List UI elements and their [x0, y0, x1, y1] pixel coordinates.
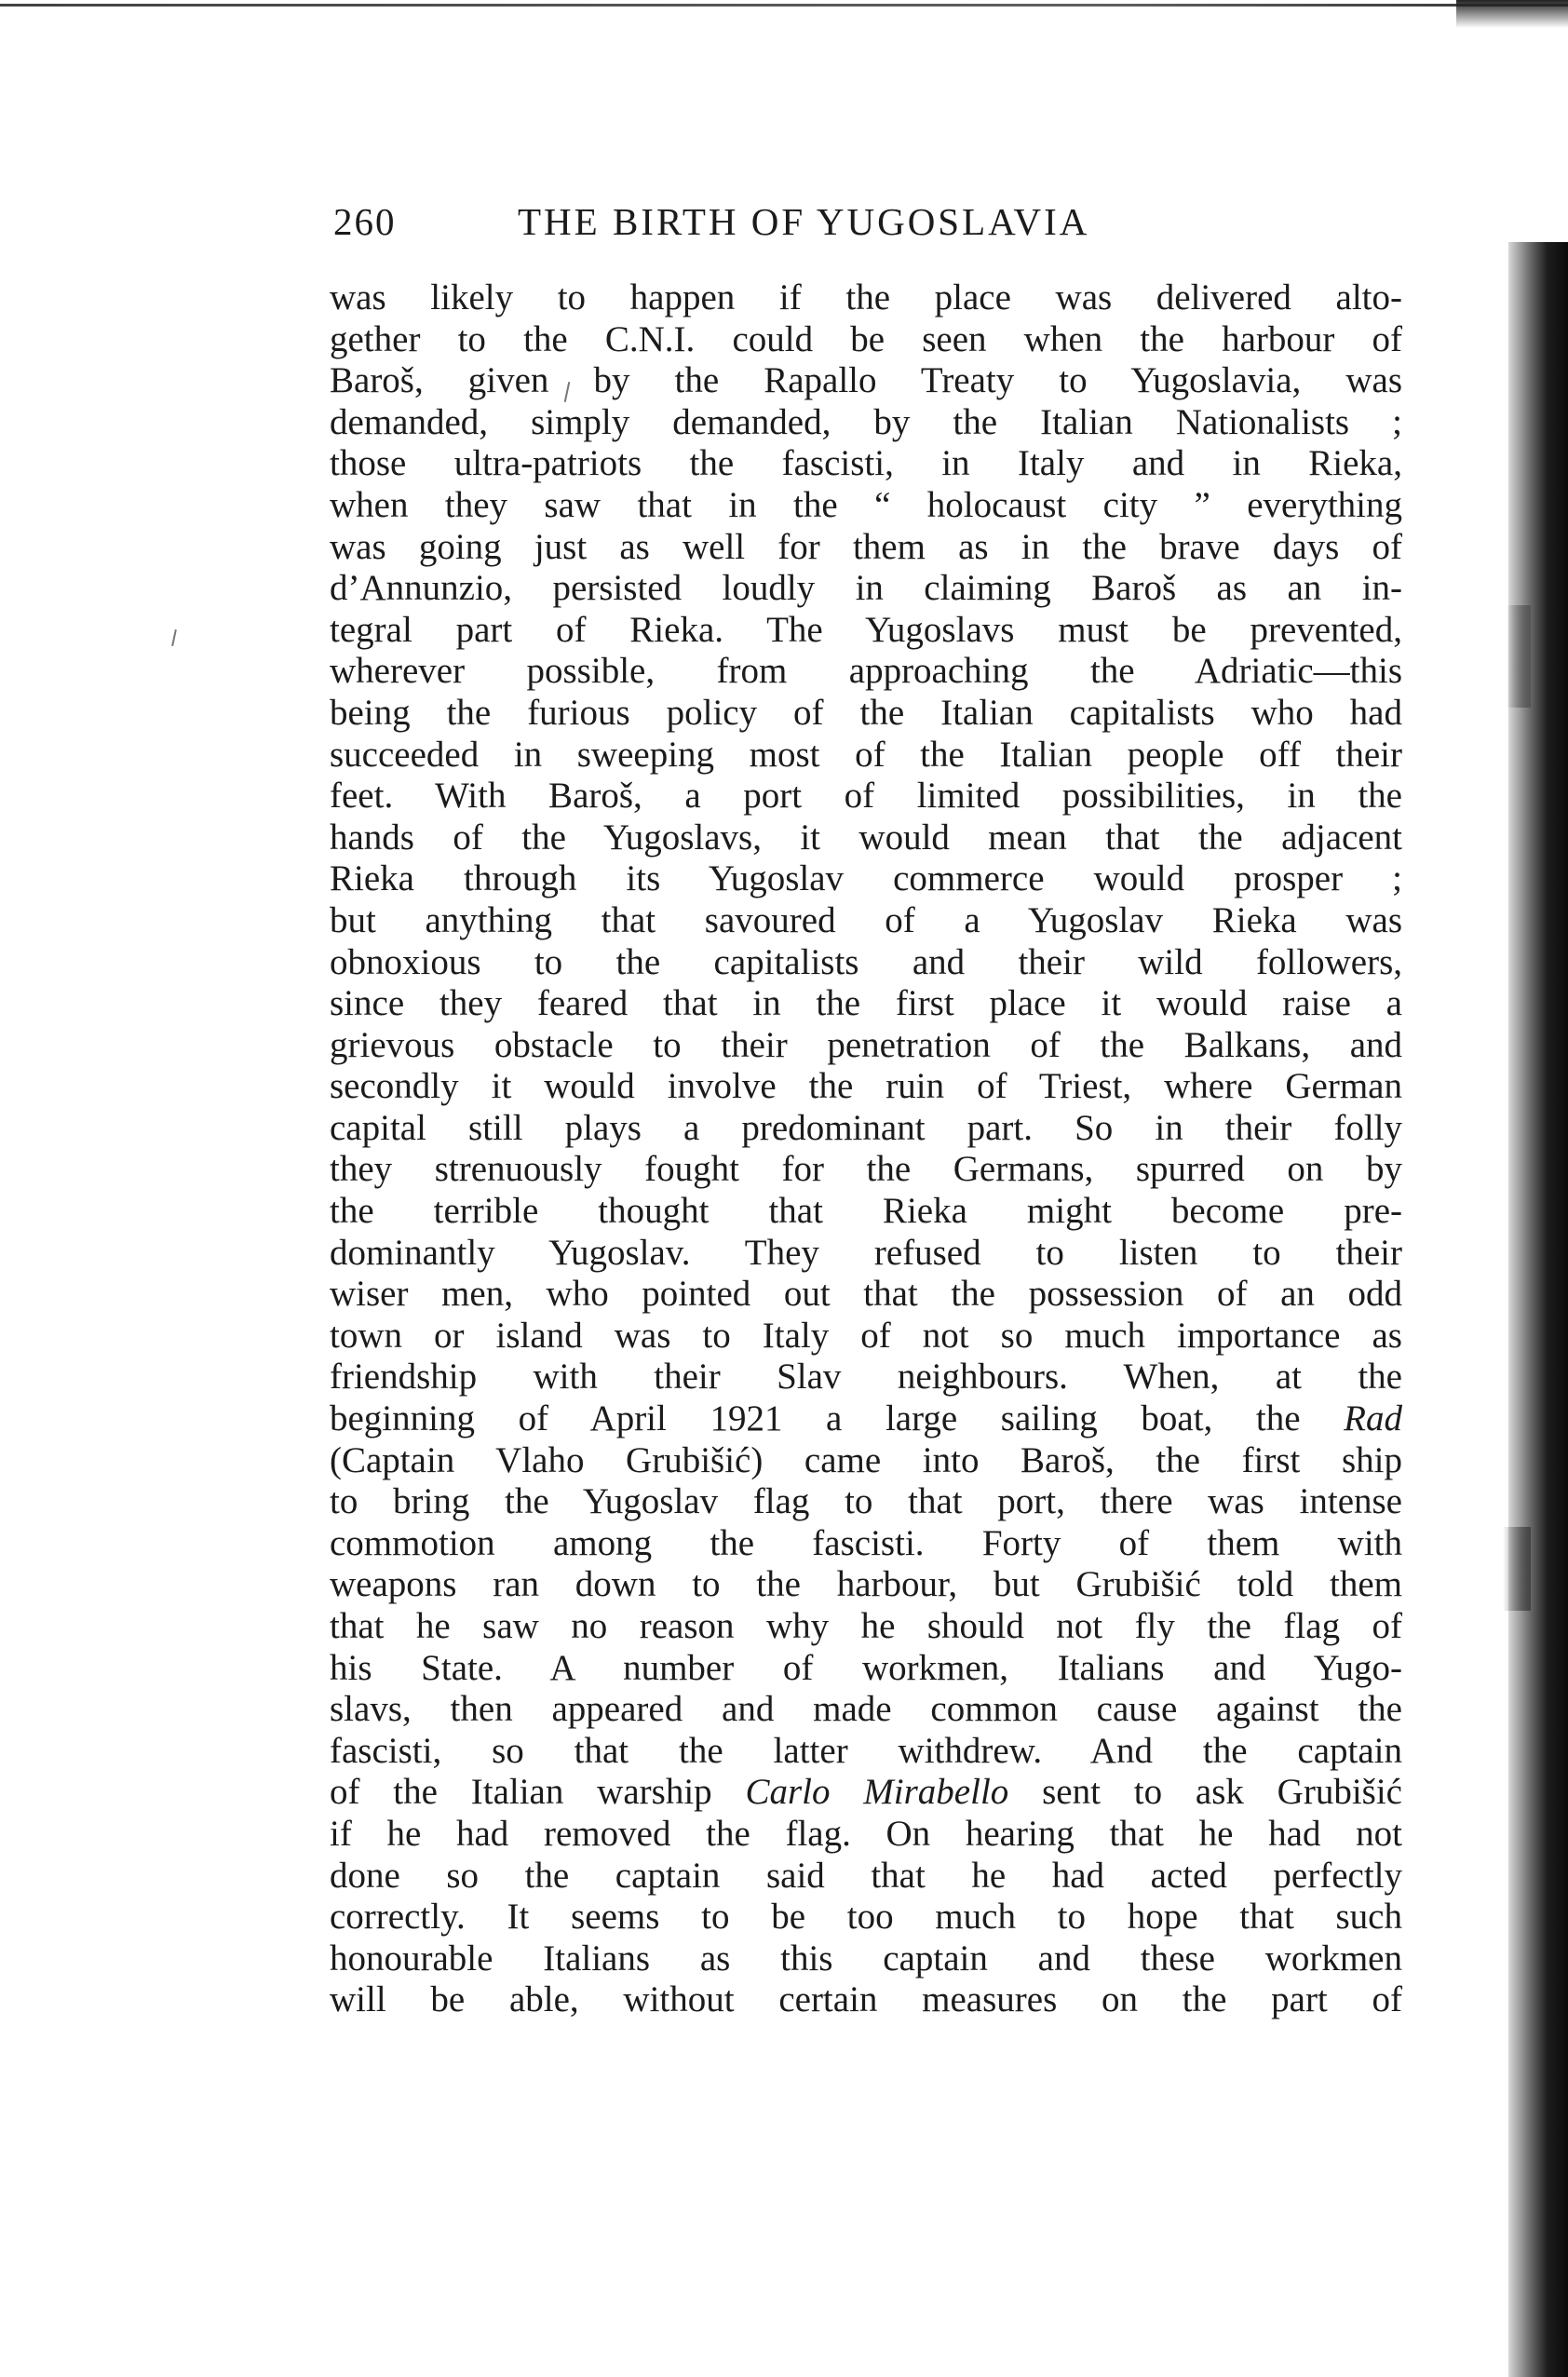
text-line: friendship with their Slav neighbours. When, at the [330, 1357, 1402, 1398]
text-line: town or island was to Italy of not so much importance as [330, 1315, 1402, 1356]
text-segment: beginning of April 1921 a large sailing boat, the [330, 1398, 1345, 1439]
book-binding-shadow [1508, 242, 1568, 2377]
text-line-with-italic [330, 1398, 1402, 1440]
text-line: done so the captain said that he had acted perfectly [330, 1855, 1402, 1896]
text-line: to bring the Yugoslav flag to that port, there was intense [330, 1481, 1402, 1522]
text-line: dominantly Yugoslav. They refused to listen to their [330, 1232, 1402, 1273]
text-line: honourable Italians as this captain and these workmen [330, 1938, 1402, 1979]
text-line: grievous obstacle to their penetration of the Balkans, and [330, 1024, 1402, 1065]
text-line: if he had removed the flag. On hearing that he had not [330, 1813, 1402, 1854]
text-line: weapons ran down to the harbour, but Grubišić told them [330, 1564, 1402, 1605]
text-line: slavs, then appeared and made common cause against the [330, 1689, 1402, 1730]
text-line: feet. With Baroš, a port of limited possibilities, in the [330, 776, 1402, 817]
text-line-with-italic [330, 1772, 1402, 1814]
text-line: the terrible thought that Rieka might become pre- [330, 1191, 1402, 1232]
text-line: his State. A number of workmen, Italians and Yugo- [330, 1647, 1402, 1688]
text-line: d’Annunzio, persisted loudly in claiming Baroš as an in- [330, 568, 1402, 609]
text-line: tegral part of Rieka. The Yugoslavs must be prevented, [330, 609, 1402, 650]
text-line: gether to the C.N.I. could be seen when the harbour of [330, 318, 1402, 359]
text-segment: sent to ask Grubišić [1008, 1772, 1402, 1813]
text-line: (Captain Vlaho Grubišić) came into Baroš, the first ship [330, 1439, 1402, 1480]
warship-name-italic: Carlo Mirabello [745, 1772, 1009, 1813]
text-line: capital still plays a predominant part. So in their folly [330, 1107, 1402, 1148]
text-line: hands of the Yugoslavs, it would mean that the adjacent [330, 817, 1402, 858]
text-line: that he saw no reason why he should not fly the flag of [330, 1606, 1402, 1646]
page-top-edge [0, 4, 1568, 7]
text-line: succeeded in sweeping most of the Italian people off their [330, 734, 1402, 775]
page-corner-shadow [1456, 0, 1568, 28]
text-line: those ultra-patriots the fascisti, in Italy and in Rieka, [330, 443, 1402, 484]
text-line: was likely to happen if the place was delivered alto- [330, 277, 1402, 317]
text-line: commotion among the fascisti. Forty of them with [330, 1522, 1402, 1563]
text-line: correctly. It seems to be too much to hope that such [330, 1897, 1402, 1938]
text-line: obnoxious to the capitalists and their wild followers, [330, 941, 1402, 982]
ship-name-italic: Rad [1344, 1398, 1402, 1439]
binding-speck [1507, 605, 1531, 708]
text-line: wherever possible, from approaching the Adriatic—this [330, 651, 1402, 692]
page-number: 260 [333, 200, 397, 243]
text-line: will be able, without certain measures on the part of [330, 1979, 1402, 2020]
text-line: being the furious policy of the Italian capitalists who had [330, 692, 1402, 733]
text-line: wiser men, who pointed out that the possession of an odd [330, 1274, 1402, 1315]
body-text [330, 277, 1402, 2021]
margin-speck [171, 629, 177, 646]
running-head [333, 199, 1413, 255]
text-line: they strenuously fought for the Germans, spurred on by [330, 1149, 1402, 1190]
text-line: since they feared that in the first place it would raise a [330, 983, 1402, 1024]
text-line: was going just as well for them as in the brave days of [330, 526, 1402, 567]
text-line: but anything that savoured of a Yugoslav Rieka was [330, 899, 1402, 940]
text-line: Baroš, given by the Rapallo Treaty to Yugoslavia, was [330, 360, 1402, 401]
text-line: secondly it would involve the ruin of Triest, where German [330, 1066, 1402, 1107]
text-line: Rieka through its Yugoslav commerce would prosper ; [330, 858, 1402, 899]
text-segment: of the Italian warship [330, 1772, 746, 1813]
binding-speck [1503, 1527, 1531, 1611]
text-line: when they saw that in the “ holocaust city ” everything [330, 484, 1402, 525]
text-line: demanded, simply demanded, by the Italian Nationalists ; [330, 401, 1402, 442]
running-title: THE BIRTH OF YUGOSLAVIA [518, 200, 1090, 243]
text-line: fascisti, so that the latter withdrew. And the captain [330, 1730, 1402, 1771]
